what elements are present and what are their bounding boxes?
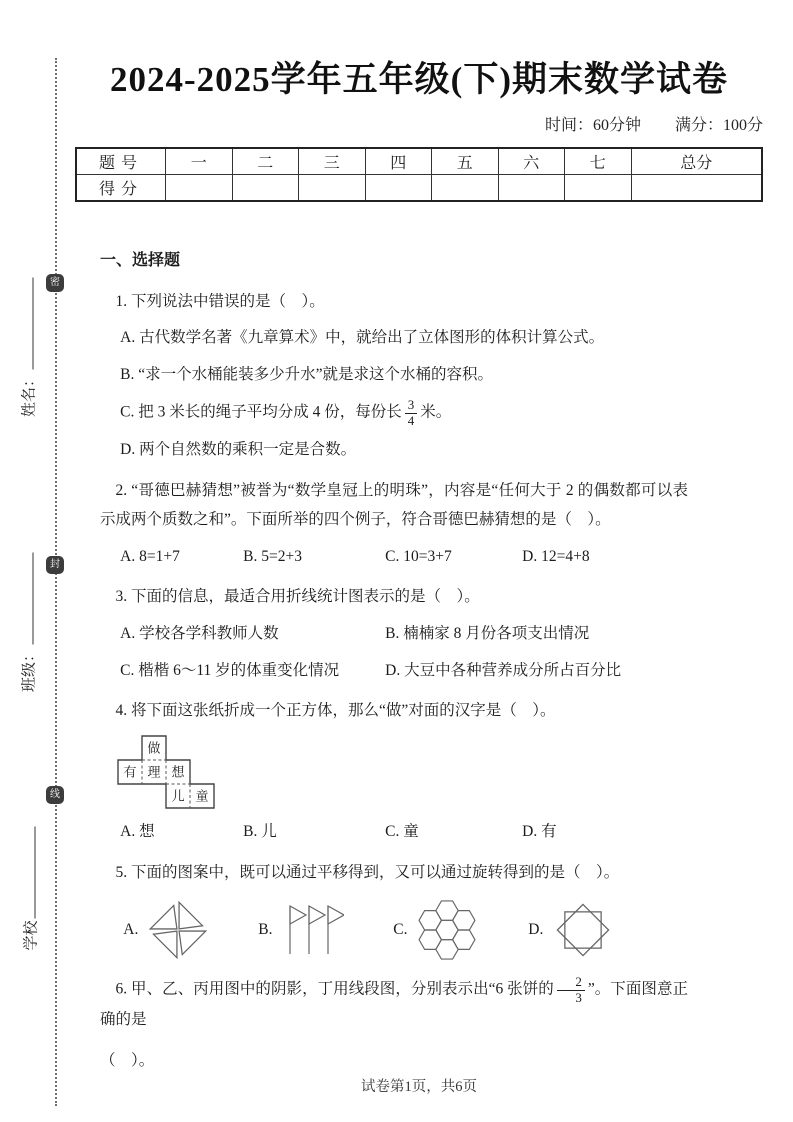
score-cell-empty <box>631 175 762 202</box>
net-cell-li: 理 <box>147 764 161 780</box>
time-limit: 时间：60分钟 <box>544 117 641 134</box>
header-cell: 二 <box>232 148 299 175</box>
score-cell-empty <box>365 175 432 202</box>
score-row-label: 得分 <box>76 175 166 202</box>
q1-option-a: A. 古代数学名著《九章算术》中，就给出了立体图形的体积计算公式。 <box>120 329 605 347</box>
q6-text-post: ”。下面图意正确的是 <box>100 980 688 1029</box>
q3-option-d: D. 大豆中各种营养成分所占百分比 <box>385 661 622 679</box>
header-cell: 七 <box>565 148 632 175</box>
header-cell: 五 <box>432 148 499 175</box>
net-cell-er: 儿 <box>171 788 185 804</box>
question-5-text: 5. 下面的图案中，既可以通过平移得到，又可以通过旋转得到的是（ ）。 <box>115 863 620 881</box>
school-label-text: 学校 <box>23 920 40 951</box>
q1-option-c <box>120 398 688 429</box>
score-table-header-row <box>76 148 762 175</box>
score-table-score-row <box>76 175 762 202</box>
cube-net-figure <box>116 734 688 810</box>
class-fill-line <box>21 553 34 645</box>
class-field-label <box>18 528 39 718</box>
q2-option-d: D. 12=4+8 <box>522 547 590 565</box>
header-cell: 一 <box>166 148 233 175</box>
score-table <box>75 147 763 202</box>
q2-option-a: A. 8=1+7 <box>120 547 180 565</box>
q4-option-a: A. 想 <box>120 822 155 840</box>
fraction-numerator: 2 <box>575 974 582 990</box>
school-fill-line <box>23 827 36 919</box>
q1-option-d: D. 两个自然数的乘积一定是合数。 <box>120 441 357 459</box>
seal-char-xian-icon: 线 <box>46 786 64 804</box>
q5-option-a <box>123 898 258 962</box>
section-heading: 一、选择题 <box>100 252 181 269</box>
score-cell-empty <box>299 175 366 202</box>
net-cell-xiang: 想 <box>171 764 185 780</box>
full-score: 满分：100分 <box>674 117 763 134</box>
honeycomb-icon <box>415 897 479 963</box>
page-footer: 试卷第1页，共6页 <box>361 1079 477 1095</box>
score-cell-empty <box>432 175 499 202</box>
q6-answer-blank: （ ）。 <box>100 1051 155 1069</box>
q4-option-d: D. 有 <box>522 822 557 840</box>
q2-option-c: C. 10=3+7 <box>385 547 452 565</box>
header-cell: 题号 <box>76 148 166 175</box>
score-cell-empty <box>166 175 233 202</box>
q3-option-c: C. 楷楷 6～11 岁的体重变化情况 <box>120 661 340 679</box>
q1-option-b: B. “求一个水桶能装多少升水”就是求这个水桶的容积。 <box>120 365 493 383</box>
fraction-denominator: 3 <box>557 990 585 1006</box>
name-label-text: 姓名： <box>21 372 38 418</box>
question-2-options <box>120 543 688 572</box>
q3-option-b: B. 楠楠家 8 月份各项支出情况 <box>385 624 590 642</box>
header-cell: 四 <box>365 148 432 175</box>
name-fill-line <box>21 278 34 370</box>
exam-meta <box>75 112 763 135</box>
question-1-options <box>120 324 688 465</box>
cube-net-svg <box>116 734 216 810</box>
q5-label-b: B. <box>258 920 273 938</box>
q1-option-c-tail: 米。 <box>420 403 452 421</box>
q2-option-b: B. 5=2+3 <box>243 547 302 565</box>
question-section <box>100 246 688 1075</box>
main-content <box>75 52 763 1083</box>
fraction-numerator: 3 <box>407 396 415 412</box>
header-cell: 六 <box>498 148 565 175</box>
question-1-text: 1. 下列说法中错误的是（ ）。 <box>115 292 325 310</box>
school-field-label <box>20 794 41 984</box>
score-cell-empty <box>565 175 632 202</box>
net-cell-zuo: 做 <box>147 740 161 756</box>
score-cell-empty <box>498 175 565 202</box>
pinwheel-icon <box>146 898 210 962</box>
pennant-flags-icon <box>280 898 344 962</box>
q5-label-d: D. <box>528 920 544 938</box>
fraction-two-thirds <box>557 975 585 1006</box>
seal-char-mi-icon: 密 <box>46 274 64 292</box>
question-4-text: 4. 将下面这张纸折成一个正方体，那么“做”对面的汉字是（ ）。 <box>115 702 556 720</box>
page-title: 2024-2025学年五年级(下)期末数学试卷 <box>110 60 728 99</box>
q4-option-c: C. 童 <box>385 822 419 840</box>
question-4-options <box>120 818 688 847</box>
class-label-text: 班级： <box>21 647 38 693</box>
header-cell: 三 <box>299 148 366 175</box>
q3-options-row-1 <box>120 620 688 649</box>
question-3-text: 3. 下面的信息，最适合用折线统计图表示的是（ ）。 <box>115 588 480 606</box>
q5-label-c: C. <box>393 920 408 938</box>
fraction-denominator: 4 <box>405 413 418 429</box>
q5-option-c <box>393 897 528 963</box>
q3-options-row-2 <box>120 657 688 686</box>
seal-dotted-line <box>55 58 57 1106</box>
question-2-text: 2. “哥德巴赫猜想”被誉为“数学皇冠上的明珠”，内容是“任何大于 2 的偶数都可以表示成两个质数之和”。下面所举的四个例子，符合哥德巴赫猜想的是（ ）。 <box>100 482 688 528</box>
q3-option-a: A. 学校各学科教师人数 <box>120 624 279 642</box>
question-5-shapes <box>123 897 688 963</box>
name-field-label <box>18 253 39 443</box>
q1-option-c-text: C. 把 3 米长的绳子平均分成 4 份，每份长 <box>120 403 402 421</box>
eight-point-star-icon <box>551 898 615 962</box>
q6-text-pre: 6. 甲、乙、丙用图中的阴影，丁用线段图，分别表示出“6 张饼的 <box>115 980 554 998</box>
q4-option-b: B. 儿 <box>243 822 277 840</box>
q5-label-a: A. <box>123 920 139 938</box>
seal-char-feng-icon: 封 <box>46 556 64 574</box>
q5-option-d <box>528 898 663 962</box>
question-6-text <box>100 975 688 1035</box>
score-cell-empty <box>232 175 299 202</box>
header-cell: 总分 <box>631 148 762 175</box>
fraction-three-fourths <box>405 398 418 429</box>
net-cell-you: 有 <box>123 764 137 780</box>
net-cell-tong: 童 <box>195 788 209 804</box>
q5-option-b <box>258 898 393 962</box>
